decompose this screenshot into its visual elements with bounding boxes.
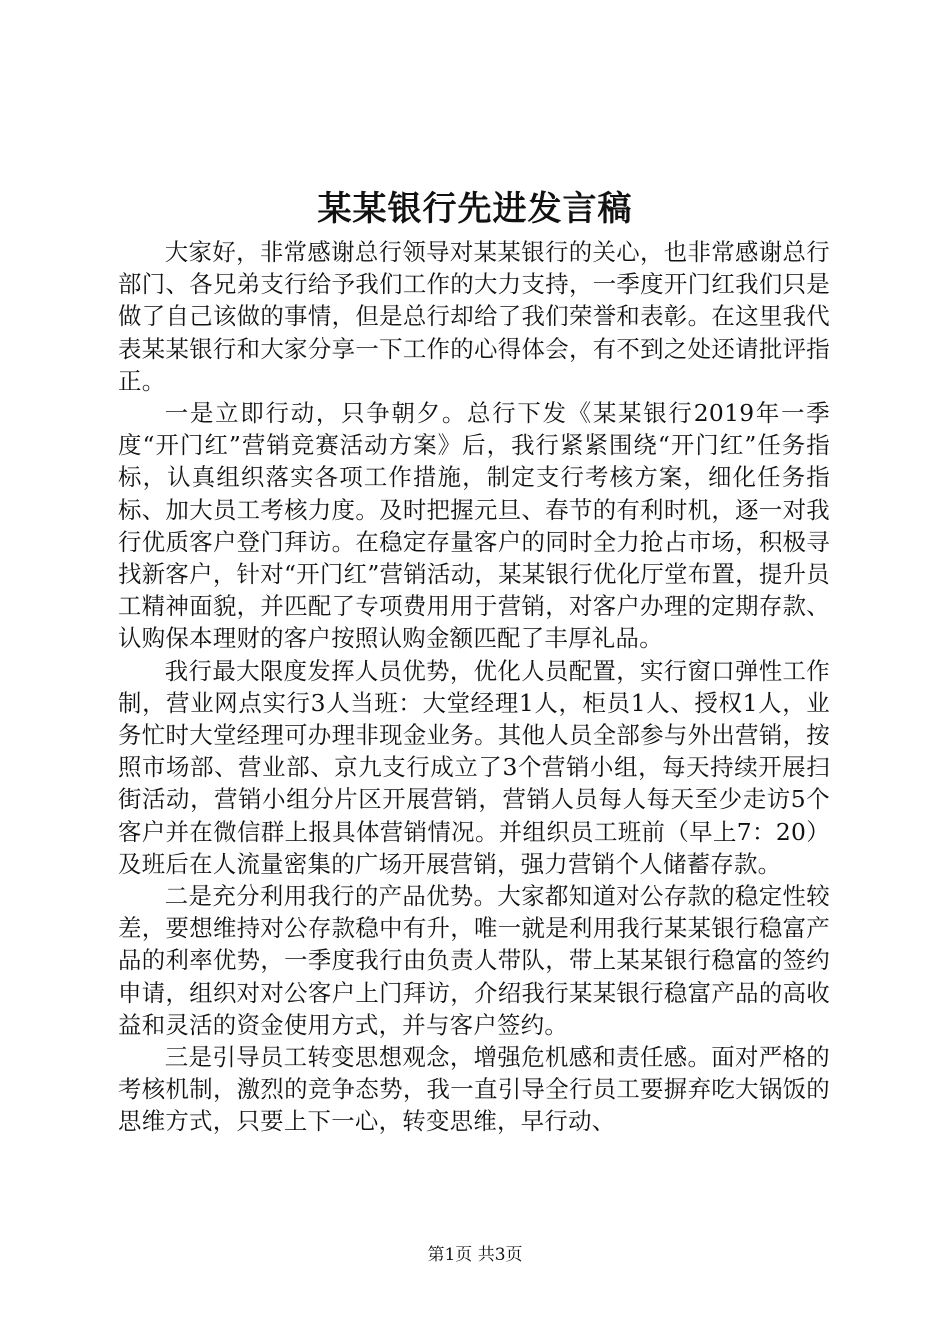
paragraph-point-one: 一是立即行动，只争朝夕。总行下发《某某银行2019年一季度“开门红”营销竞赛活动方案》后，我行紧紧围绕“开门红”任务指标，认真组织落实各项工作措施，制定支行考核方案，细化任务指标、加大员工考核力度。及时把握元旦、春节的有利时机，逐一对我行优质客户登门拜访。在稳定存量客户的同时全力抢占市场，积极寻找新客户，针对“开门红”营销活动，某某银行优化厅堂布置，提升员工精神面貌，并匹配了专项费用用于营销，对客户办理的定期存款、认购保本理财的客户按照认购金额匹配了丰厚礼品。 xyxy=(118,399,830,653)
paragraph-staffing: 我行最大限度发挥人员优势，优化人员配置，实行窗口弹性工作制，营业网点实行3人当班：大堂经理1人，柜员1人、授权1人，业务忙时大堂经理可办理非现金业务。其他人员全部参与外出营销，按照市场部、营业部、京九支行成立了3个营销小组，每天持续开展扫街活动，营销小组分片区开展营销，营销人员每人每天至少走访5个客户并在微信群上报具体营销情况。并组织员工班前（早上7：20）及班后在人流量密集的广场开展营销，强力营销个人储蓄存款。 xyxy=(118,656,830,878)
document-title: 某某银行先进发言稿 xyxy=(317,189,633,229)
paragraph-point-two: 二是充分利用我行的产品优势。大家都知道对公存款的稳定性较差，要想维持对公存款稳中有升，唯一就是利用我行某某银行稳富产品的利率优势，一季度我行由负责人带队，带上某某银行稳富的签约申请，组织对对公客户上门拜访，介绍我行某某银行稳富产品的高收益和灵活的资金使用方式，并与客户签约。 xyxy=(118,882,830,1039)
document-body xyxy=(118,236,830,1138)
paragraph-point-three: 三是引导员工转变思想观念，增强危机感和责任感。面对严格的考核机制，激烈的竞争态势，我一直引导全行员工要摒弃吃大锅饭的思维方式，只要上下一心，转变思维，早行动、 xyxy=(118,1043,830,1136)
paragraph-intro: 大家好，非常感谢总行领导对某某银行的关心，也非常感谢总行部门、各兄弟支行给予我们工作的大力支持，一季度开门红我们只是做了自己该做的事情，但是总行却给了我们荣誉和表彰。在这里我代表某某银行和大家分享一下工作的心得体会，有不到之处还请批评指正。 xyxy=(118,238,830,395)
page-number-footer: 第1页 共3页 xyxy=(427,1245,523,1265)
